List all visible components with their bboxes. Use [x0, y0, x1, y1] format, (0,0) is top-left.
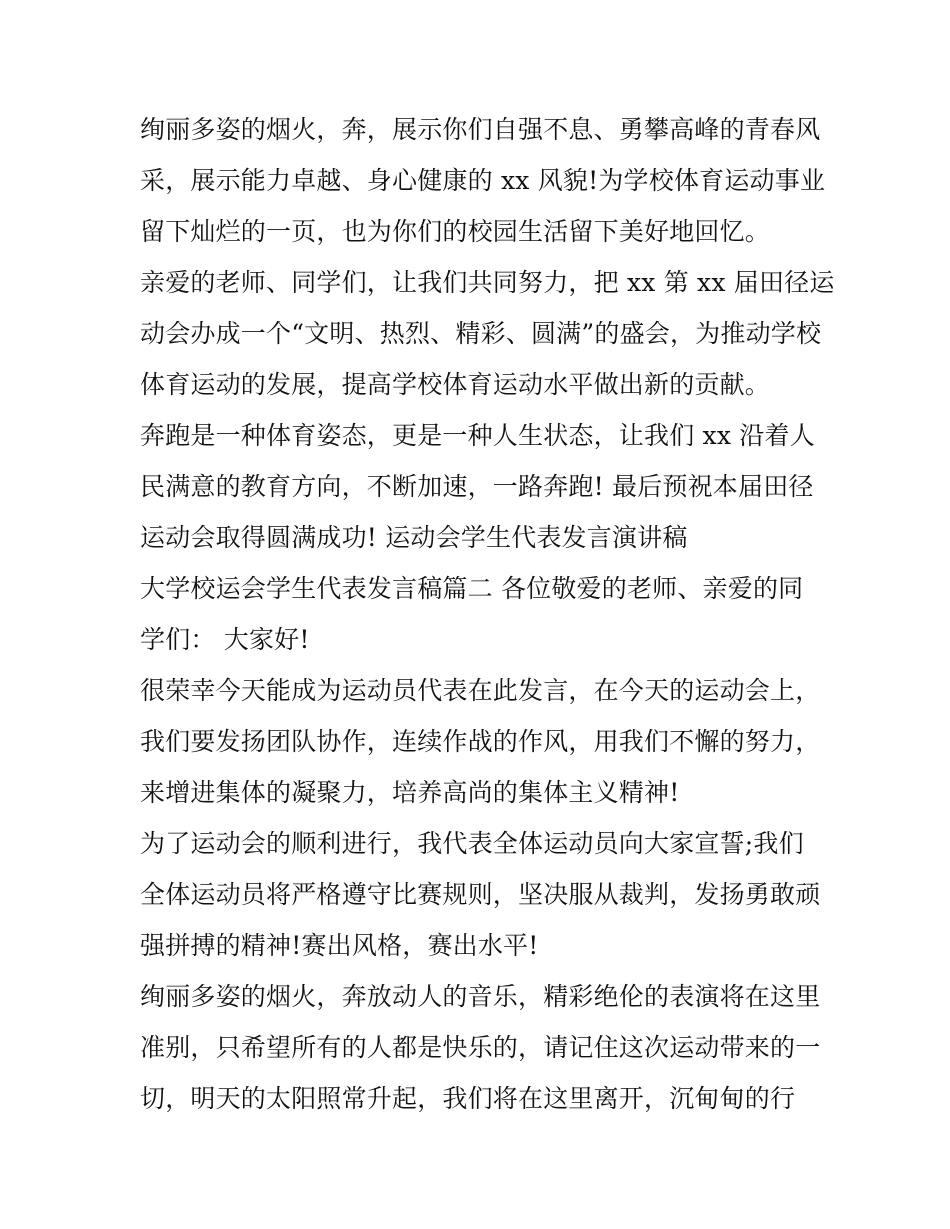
text-line: 体育运动的发展，提高学校体育运动水平做出新的贡献。 — [140, 370, 771, 399]
text-line: 动会办成一个“文明、热烈、精彩、圆满”的盛会，为推动学校 — [140, 319, 822, 348]
text-line: 民满意的教育方向，不断加速，一路奔跑! 最后预祝本届田径 — [140, 472, 814, 501]
text-line: 采，展示能力卓越、身心健康的 xx 风貌!为学校体育运动事业 — [140, 166, 826, 195]
text-line: 很荣幸今天能成为运动员代表在此发言，在今天的运动会上， — [140, 676, 821, 705]
text-line: 我们要发扬团队协作，连续作战的作风，用我们不懈的努力， — [140, 727, 821, 756]
text-line: 为了运动会的顺利进行，我代表全体运动员向大家宣誓;我们 — [140, 829, 804, 858]
text-line: 学们： 大家好! — [140, 625, 310, 654]
text-line: 全体运动员将严格遵守比赛规则，坚决服从裁判，发扬勇敢顽 — [140, 880, 821, 909]
text-line: 亲爱的老师、同学们，让我们共同努力，把 xx 第 xx 届田径运 — [140, 268, 835, 297]
text-line: 奔跑是一种体育姿态，更是一种人生状态，让我们 xx 沿着人 — [140, 421, 815, 450]
document-body — [140, 104, 835, 1124]
text-line: 强拼搏的精神!赛出风格，赛出水平! — [140, 931, 539, 960]
text-line: 运动会取得圆满成功! 运动会学生代表发言演讲稿 — [140, 523, 688, 552]
text-line: 绚丽多姿的烟火，奔，展示你们自强不息、勇攀高峰的青春风 — [140, 115, 821, 144]
text-line: 绚丽多姿的烟火，奔放动人的音乐，精彩绝伦的表演将在这里 — [140, 982, 821, 1011]
text-line: 留下灿烂的一页，也为你们的校园生活留下美好地回忆。 — [140, 217, 771, 246]
text-line: 准别，只希望所有的人都是快乐的，请记住这次运动带来的一 — [140, 1033, 821, 1062]
text-line: 切，明天的太阳照常升起，我们将在这里离开，沉甸甸的行 — [140, 1084, 796, 1113]
text-line: 来增进集体的凝聚力，培养高尚的集体主义精神! — [140, 778, 680, 807]
text-line: 大学校运会学生代表发言稿篇二 各位敬爱的老师、亲爱的同 — [140, 574, 804, 603]
